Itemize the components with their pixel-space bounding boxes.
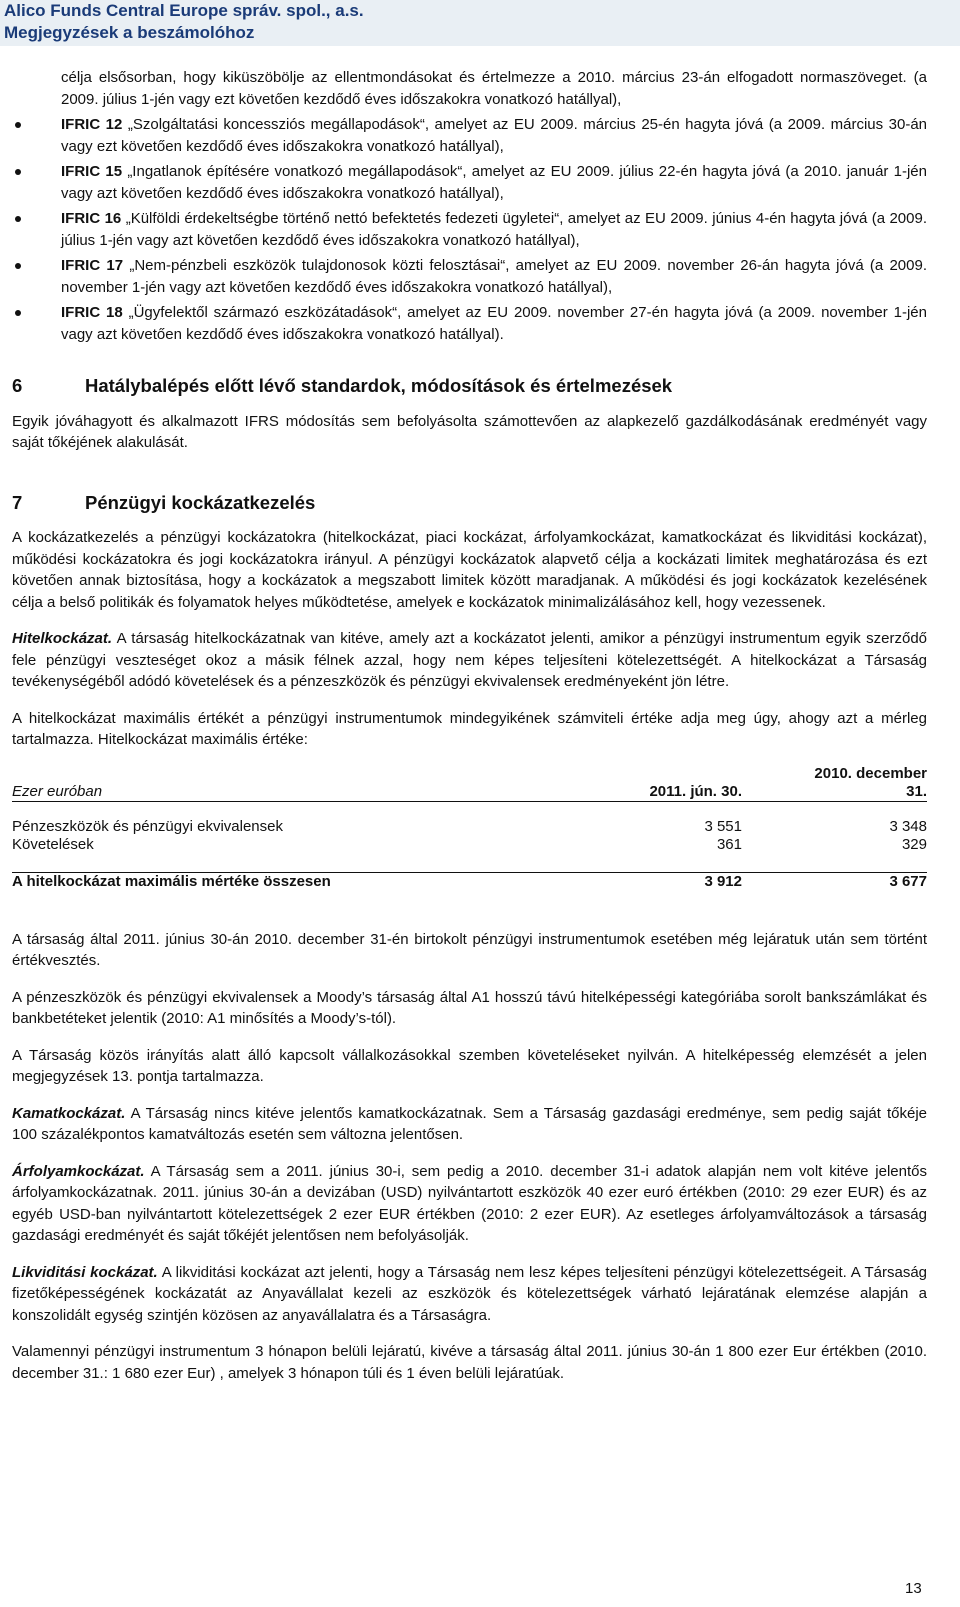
row-value-2010: 329 (901, 835, 927, 853)
ifric-code: IFRIC 17 (61, 257, 124, 274)
intro-continuation: célja elsősorban, hogy kiküszöbölje az ellentmondásokat és értelmezze a 2010. március 23-án elfogadott normaszöveget. (a 2009. július 1-jén vagy ezt követően kezdődő éves időszakokra vonatkozó hatállyal), (61, 69, 927, 108)
section-title: Pénzügyi kockázatkezelés (85, 491, 316, 513)
table-row (12, 818, 927, 836)
section-number: 7 (12, 491, 23, 513)
maturity-paragraph: Valamennyi pénzügyi instrumentum 3 hónapon belüli lejáratú, kivéve a társaság által 2011. június 30-án 1 800 ezer Eur értékben (2010. december 31.: 1 680 ezer Eur) , amelyek 3 hónapon túli és 1 éven belüli lejáratúak. (12, 1343, 927, 1382)
bullet-icon (15, 122, 21, 128)
document-body (12, 67, 927, 1399)
fx-risk-paragraph (12, 1161, 927, 1247)
credit-risk-label: Hitelkockázat. (12, 630, 113, 647)
table-rule-row (12, 854, 927, 873)
bullet-icon (15, 310, 21, 316)
related-party-paragraph: A Társaság közös irányítás alatt álló kapcsolt vállalkozásokkal szemben követeléseket nyilván. A hitelképesség elemzését a jelen megjegyzések 13. pontja tartalmazza. (12, 1046, 927, 1085)
table-total-row (12, 872, 927, 891)
ifric-list (12, 114, 927, 345)
list-item (12, 208, 927, 251)
ifric-code: IFRIC 16 (61, 210, 122, 227)
total-value-2010: 3 677 (889, 872, 927, 890)
fx-risk-label: Árfolyamkockázat. (12, 1162, 145, 1180)
ifric-text: „Nem-pénzbeli eszközök tulajdonosok közti felosztásai“, amelyet az EU 2009. november 26-án hagyta jóvá (a 2009. november 1-jén vagy azt követően kezdődő éves időszakokra vonatkozó hatállyal), (61, 257, 928, 296)
rating-paragraph: A pénzeszközök és pénzügyi ekvivalensek a Moody’s társaság által A1 hosszú távú hitelképességi kategóriába sorolt bankszámlákat és bankbetéteket jelentik (2010: A1 minősítés a Moody’s-tól). (12, 988, 927, 1027)
ifric-code: IFRIC 18 (61, 304, 123, 321)
document-subtitle: Megjegyzések a beszámolóhoz (4, 23, 255, 42)
risk-management-intro: A kockázatkezelés a pénzügyi kockázatokra (hitelkockázat, piaci kockázat, árfolyamkockázat, kamatkockázat és likviditási kockázat), működési kockázatokra és jogi kockázatokra irányul. A pénzügyi kockázatok alapvető célja a kockázati limitek meghatározása és ezt követően annak biztosítása, hogy a kockázatok a megszabott limitek között maradjanak. A működési és jogi kockázatok kezelésének célja a belső politikák és folyamatok helyes működtetése, amelyek e kockázatok minimalizálásához kell, hogy vezessenek. (12, 529, 927, 611)
company-name: Alico Funds Central Europe správ. spol., a.s. (4, 1, 364, 20)
spacer (12, 891, 927, 929)
unit-label: Ezer euróban (12, 765, 582, 802)
column-header-2010 (742, 765, 927, 802)
ifric-text: „Ingatlanok építésére vonatkozó megállapodások“, amelyet az EU 2009. július 22-én hagyta jóvá (a 2010. január 1-jén vagy azt követően kezdődő éves időszakokra vonatkozó hatállyal), (61, 163, 927, 202)
ifric-text: „Külföldi érdekeltségbe történő nettó befektetés fedezeti ügyletei“, amelyet az EU 2009. június 4-én hagyta jóvá (a 2009. július 1-jén vagy azt követően kezdődő éves időszakokra vonatkozó hatállyal), (61, 210, 928, 249)
ifric-text: „Ügyfelektől származó eszközátadások“, amelyet az EU 2009. november 27-én hagyta jóvá (a 2009. november 1-jén vagy azt követően kezdődő éves időszakokra vonatkozó hatállyal). (61, 304, 927, 343)
credit-risk-text: A társaság hitelkockázatnak van kitéve, amely azt a kockázatot jelenti, amikor a pénzügyi instrumentum egyik szerződő fele pénzügyi veszteséget okoz a másik félnek azzal, hogy nem képes teljesíteni kötelezettségét. A hitelkockázat a Társaság tevékenységéből adódó követelések és a pénzeszközök és pénzügyi ekvivalensek eredményeként jön létre. (12, 630, 927, 690)
list-item (12, 161, 927, 204)
row-value-2011: 361 (716, 835, 742, 853)
row-value-2010: 3 348 (889, 817, 927, 835)
interest-risk-paragraph (12, 1103, 927, 1146)
list-item (12, 255, 927, 298)
liquidity-risk-text: A likviditási kockázat azt jelenti, hogy a Társaság nem lesz képes teljesíteni pénzügyi kötelezettségeit. A Társaság fizetőképességének kockázatát az Anyavállalat kezeli az eszközök és kötelezettségek várható lejáratának elemzése alapján a konszolidált egység szintjén közösen az anyavállalatra és a Társaságra. (12, 1263, 927, 1324)
ifric-code: IFRIC 12 (61, 116, 123, 133)
total-label: A hitelkockázat maximális mértéke összesen (12, 872, 331, 890)
impairment-paragraph: A társaság által 2011. június 30-án 2010. december 31-én birtokolt pénzügyi instrumentumok esetében még lejáratuk után sem történt értékvesztés. (12, 930, 927, 969)
section-number: 6 (12, 375, 23, 396)
section-6-heading (12, 375, 927, 397)
row-label: Pénzeszközök és pénzügyi ekvivalensek (12, 817, 283, 835)
column-header-2010-line2: 31. (906, 782, 927, 800)
list-item (12, 302, 927, 345)
total-value-2011: 3 912 (704, 872, 742, 890)
bullet-icon (15, 263, 21, 269)
bullet-icon (15, 169, 21, 175)
table-header-row (12, 765, 927, 802)
section-7-heading (12, 492, 927, 514)
section-title: Hatálybalépés előtt lévő standardok, módosítások és értelmezések (85, 375, 673, 396)
ifric-code: IFRIC 15 (61, 163, 123, 180)
table-row (12, 836, 927, 854)
liquidity-risk-paragraph (12, 1262, 927, 1327)
credit-max-paragraph: A hitelkockázat maximális értékét a pénzügyi instrumentumok mindegyikének számviteli értéke adja meg úgy, ahogy azt a mérleg tartalmazza. Hitelkockázat maximális értéke: (12, 709, 927, 748)
column-header-2011: 2011. jún. 30. (582, 765, 742, 802)
bullet-icon (15, 216, 21, 222)
list-item (12, 114, 927, 157)
table-spacer (12, 801, 927, 818)
section-6-body: Egyik jóváhagyott és alkalmazott IFRS módosítás sem befolyásolta számottevően az alapkezelő gazdálkodásának eredményét vagy saját tőkéjének alakulását. (12, 412, 927, 451)
interest-risk-label: Kamatkockázat. (12, 1104, 126, 1122)
page-number: 13 (905, 1580, 922, 1597)
row-value-2011: 3 551 (704, 817, 742, 835)
credit-risk-table (12, 765, 927, 891)
fx-risk-text: A Társaság sem a 2011. június 30-i, sem pedig a 2010. december 31-i adatok alapján nem volt kitéve jelentős árfolyamkockázatnak. 2011. június 30-án a devizában (USD) nyilvántartott eszközök 40 ezer euró értékben (2010: 29 ezer EUR) és az egyéb USD-ban nyilvántartott kötelezettségek 2 ezer EUR értékben (2010: 2 ezer EUR). Az esetleges árfolyamváltozások a társaság gazdasági eredményét és saját tőkéjét jelentősen nem befolyásolják. (12, 1162, 927, 1244)
liquidity-risk-label: Likviditási kockázat. (12, 1263, 158, 1281)
interest-risk-text: A Társaság nincs kitéve jelentős kamatkockázatnak. Sem a Társaság gazdasági eredménye, sem pedig saját tőkéje 100 százalékpontos kamatváltozás esetén sem változna jelentősen. (12, 1104, 927, 1143)
column-header-2010-line1: 2010. december (814, 764, 927, 782)
page-header (0, 0, 960, 46)
row-label: Követelések (12, 835, 94, 853)
ifric-text: „Szolgáltatási koncessziós megállapodások“, amelyet az EU 2009. március 25-én hagyta jóvá (a 2009. március 30-án vagy ezt követően kezdődő éves időszakokra vonatkozó hatállyal), (61, 116, 928, 155)
credit-risk-paragraph (12, 628, 927, 693)
